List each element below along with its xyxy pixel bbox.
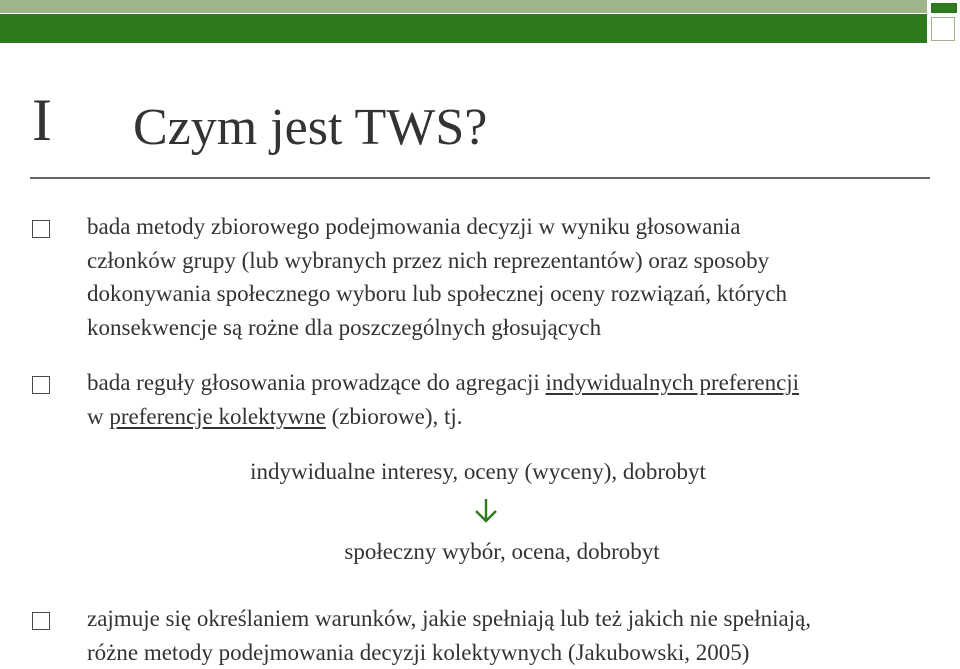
corner-bar (931, 3, 957, 13)
bullet-1-line-1: bada metody zbiorowego podejmowania decyzji w wyniku głosowania (87, 210, 957, 244)
flow-top-text: indywidualne interesy, oceny (wyceny), dobrobyt (0, 459, 958, 485)
bullet-2-line-2-prefix: w (87, 404, 109, 429)
bullet-square-icon (32, 376, 50, 394)
down-arrow-icon (471, 496, 501, 526)
title-divider (30, 177, 930, 179)
bullet-2-line-1-text: bada reguły głosowania prowadzące do agregacji (87, 370, 546, 395)
bullet-2-text (87, 366, 957, 433)
flow-bottom-text: społeczny wybór, ocena, dobrobyt (22, 539, 960, 565)
bullet-1-text (87, 210, 957, 344)
slide-title: Czym jest TWS? (133, 98, 487, 157)
bullet-2-line-1 (87, 366, 957, 400)
bullet-square-icon (32, 612, 50, 630)
slide-number: I (32, 86, 52, 155)
bullet-2-line-2-suffix: (zbiorowe), tj. (326, 404, 463, 429)
link-collective-preferences[interactable]: preferencje kolektywne (109, 404, 325, 429)
bullet-3-line-2: różne metody podejmowania decyzji kolektywnych (Jakubowski, 2005) (87, 636, 957, 669)
bullet-1-line-4: konsekwencje są rożne dla poszczególnych głosujących (87, 311, 957, 345)
bullet-3-text (87, 602, 957, 669)
bullet-3-line-1: zajmuje się określaniem warunków, jakie spełniają lub też jakich nie spełniają, (87, 602, 957, 636)
bullet-square-icon (32, 220, 50, 238)
header-band (0, 0, 960, 44)
bullet-1-line-2: członków grupy (lub wybranych przez nich reprezentantów) oraz sposoby (87, 244, 957, 278)
link-individual-preferences[interactable]: indywidualnych preferencji (546, 370, 800, 395)
bullet-1-line-3: dokonywania społecznego wyboru lub społecznej oceny rozwiązań, których (87, 277, 957, 311)
header-band-dark (0, 14, 927, 43)
header-band-light (0, 0, 927, 13)
bullet-2-line-2 (87, 400, 957, 434)
corner-square (931, 17, 955, 41)
